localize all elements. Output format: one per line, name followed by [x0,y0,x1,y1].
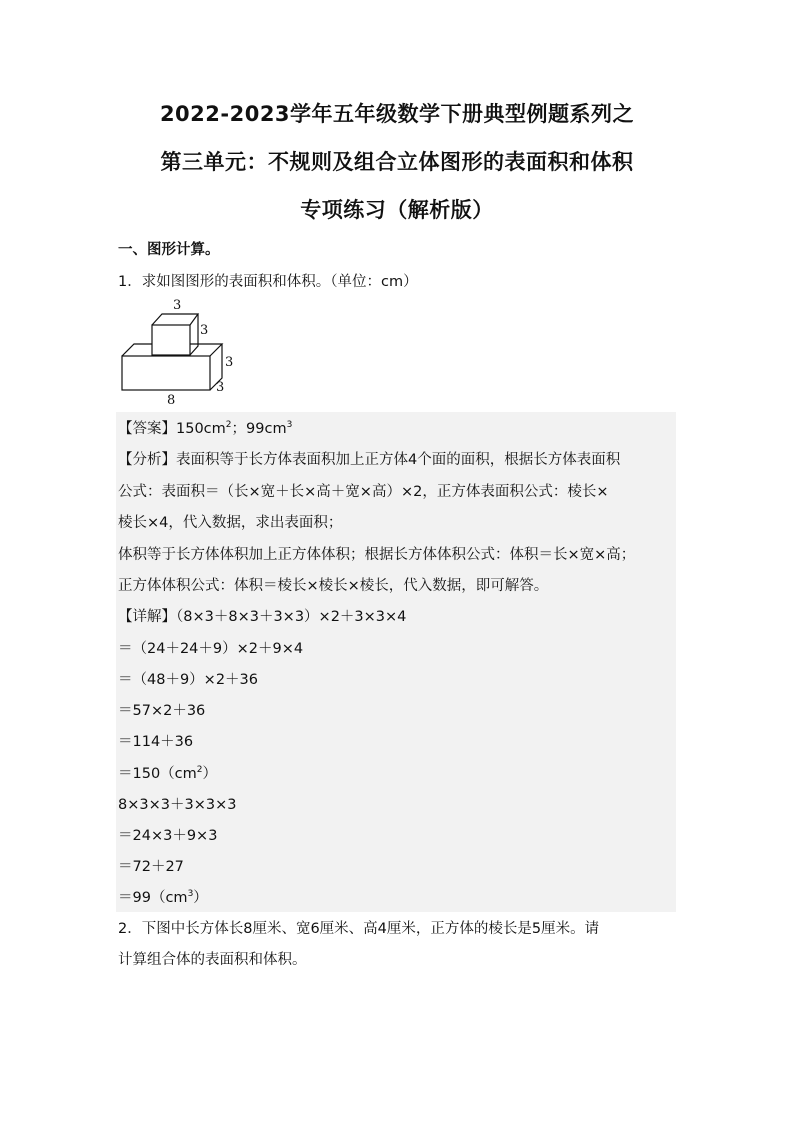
detail-label: 【详解】 [118,609,176,625]
label-cube-top: 3 [173,298,182,313]
detail-line-5: ＝114＋36 [118,734,194,750]
analysis-line-3: 棱长×4，代入数据，求出表面积； [118,515,343,531]
detail-line-4: ＝57×2＋36 [118,703,206,719]
detail-line-2: ＝（24＋24＋9）×2＋9×4 [118,641,304,657]
label-box-depth: 3 [216,380,225,395]
doc-title-line1: 2022-2023学年五年级数学下册典型例题系列之 [159,102,635,126]
analysis-line-1: 【分析】表面积等于长方体表面积加上正方体4个面的面积，根据长方体表面积 [118,452,621,468]
doc-title-line2: 第三单元：不规则及组合立体图形的表面积和体积 [160,150,634,174]
composite-solid-figure [118,296,238,406]
doc-title-line3: 专项练习（解析版） [300,198,494,222]
answer-volume: 99cm [246,421,287,437]
detail-line-10: $=99(cm^3)$ [118,889,208,906]
detail-line-8: ＝24×3＋9×3 [118,828,218,844]
analysis-line-5: 正方体体积公式：体积＝棱长×棱长×棱长，代入数据，即可解答。 [118,578,549,594]
box-top-left [122,344,152,356]
label-box-length: 8 [167,393,176,406]
cube-front-face [152,325,190,355]
detail-line-9: ＝72＋27 [118,859,184,875]
question-1-text: 1．求如图图形的表面积和体积。（单位：cm） [118,274,418,290]
analysis-line-4: 体积等于长方体体积加上正方体体积；根据长方体体积公式：体积＝长×宽×高； [118,547,636,563]
box-front-face [122,356,210,390]
cube-top-face [152,314,198,325]
answer-area: 150cm [176,421,226,437]
analysis-label: 【分析】 [118,452,176,468]
analysis-line-2: 公式：表面积＝（长×宽＋长×高＋宽×高）×2，正方体表面积公式：棱长× [118,484,609,500]
detail-line-6: $=150(cm^2)$ [118,765,218,782]
label-cube-side: 3 [200,323,209,338]
detail-line-3: ＝（48＋9）×2＋36 [118,672,259,688]
detail-line-1: 【详解】（8×3＋8×3＋3×3）×2＋3×3×4 [118,609,407,625]
question-2-line-1: 2．下图中长方体长8厘米、宽6厘米、高4厘米，正方体的棱长是5厘米。请 [118,921,600,937]
detail-line-7: 8×3×3＋3×3×3 [118,797,237,813]
question-2-line-2: 计算组合体的表面积和体积。 [118,952,307,968]
section-heading: 一、图形计算。 [118,242,220,258]
answer-line: 【答案】$150cm^2$；$99cm^3$ [118,420,293,437]
label-box-height: 3 [225,355,234,370]
answer-label: 【答案】 [118,421,176,437]
